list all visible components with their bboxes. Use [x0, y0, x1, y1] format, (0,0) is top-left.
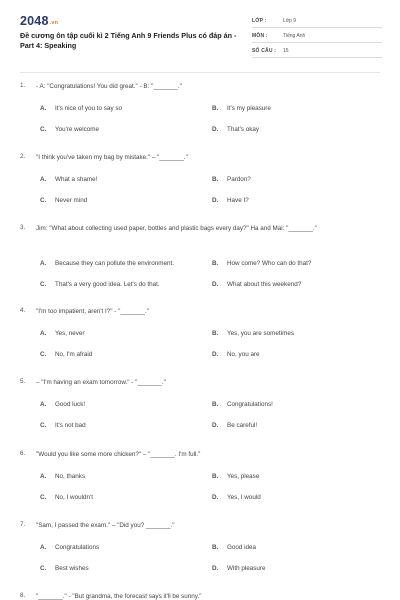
meta-subject-label: MÔN :	[252, 33, 268, 39]
option-text: Best wishes	[55, 565, 89, 572]
option-letter: C.	[40, 281, 47, 288]
option-letter: A.	[40, 105, 47, 112]
option-letter: A.	[40, 544, 47, 551]
option-d[interactable]	[212, 351, 260, 358]
option-b[interactable]	[212, 105, 271, 112]
option-text: No, I wouldn't	[55, 494, 93, 501]
question-text: – "I'm having an exam tomorrow." - "_______."	[36, 379, 166, 386]
option-b[interactable]	[212, 330, 294, 337]
site-logo[interactable]	[20, 14, 58, 28]
option-a[interactable]	[40, 473, 85, 480]
meta-subject-value: Tiếng Anh	[283, 33, 306, 39]
option-letter: D.	[212, 281, 219, 288]
question-7	[20, 521, 380, 581]
option-text: No, you are	[227, 351, 260, 358]
option-text: With pleasure	[227, 565, 266, 572]
question-1	[20, 82, 380, 142]
option-letter: D.	[212, 126, 219, 133]
option-letter: A.	[40, 330, 47, 337]
option-c[interactable]	[40, 126, 99, 133]
option-letter: D.	[212, 422, 219, 429]
option-text: Be careful!	[227, 422, 258, 429]
option-a[interactable]	[40, 176, 97, 183]
question-text: Jim: "What about collecting used paper, bottles and plastic bags every day?" Ha and Mai: "_______."	[36, 225, 317, 232]
option-letter: B.	[212, 401, 219, 408]
option-c[interactable]	[40, 351, 92, 358]
option-letter: D.	[212, 351, 219, 358]
document-title: Đề cương ôn tập cuối kì 2 Tiếng Anh 9 Friends Plus có đáp án - Part 4: Speaking	[20, 31, 237, 50]
meta-class	[252, 15, 382, 28]
meta-class-label: LỚP :	[252, 18, 267, 24]
meta-class-value: Lớp 9	[283, 18, 297, 24]
page-header	[0, 0, 400, 72]
option-letter: A.	[40, 260, 47, 267]
option-text: Yes, please	[227, 473, 260, 480]
question-6	[20, 450, 380, 510]
option-text: That's okay	[227, 126, 260, 133]
meta-count-value: 15	[283, 48, 289, 54]
option-c[interactable]	[40, 422, 86, 429]
option-letter: B.	[212, 176, 219, 183]
option-a[interactable]	[40, 105, 122, 112]
option-text: Yes, you are sometimes	[227, 330, 294, 337]
meta-count	[252, 45, 382, 58]
header-divider	[20, 72, 380, 73]
question-number: 1.	[20, 82, 26, 89]
option-letter: C.	[40, 565, 47, 572]
option-text: Congratulations!	[227, 401, 273, 408]
option-text: It's not bad	[55, 422, 86, 429]
option-b[interactable]	[212, 260, 311, 267]
option-letter: C.	[40, 351, 47, 358]
option-letter: D.	[212, 565, 219, 572]
option-b[interactable]	[212, 176, 251, 183]
meta-subject	[252, 30, 382, 43]
option-c[interactable]	[40, 565, 89, 572]
question-text: "I think you've taken my bag by mistake." – "_______."	[36, 154, 188, 161]
option-letter: B.	[212, 473, 219, 480]
option-text: Yes, I would	[227, 494, 261, 501]
option-a[interactable]	[40, 544, 99, 551]
option-text: You're welcome	[55, 126, 100, 133]
option-text: Never mind	[55, 197, 88, 204]
option-letter: A.	[40, 473, 47, 480]
question-2	[20, 153, 380, 213]
option-letter: C.	[40, 126, 47, 133]
option-letter: C.	[40, 197, 47, 204]
option-b[interactable]	[212, 473, 259, 480]
question-3	[20, 224, 380, 296]
option-letter: D.	[212, 494, 219, 501]
option-d[interactable]	[212, 281, 301, 288]
option-text: What a shame!	[55, 176, 98, 183]
option-letter: C.	[40, 422, 47, 429]
question-number: 4.	[20, 307, 26, 314]
option-c[interactable]	[40, 281, 160, 288]
logo-suffix: .vn	[49, 20, 59, 26]
option-text: It's my pleasure	[227, 105, 271, 112]
option-a[interactable]	[40, 330, 85, 337]
option-text: No, thanks	[55, 473, 86, 480]
option-text: Yes, never	[55, 330, 85, 337]
option-letter: B.	[212, 260, 219, 267]
option-a[interactable]	[40, 401, 85, 408]
option-letter: B.	[212, 330, 219, 337]
question-number: 3.	[20, 224, 26, 231]
option-d[interactable]	[212, 126, 259, 133]
question-number: 2.	[20, 153, 26, 160]
option-text: It's nice of you to say so	[55, 105, 123, 112]
question-8	[20, 592, 380, 600]
question-text: "_______." - "But grandma, the forecast says it'll be sunny."	[36, 593, 202, 600]
option-d[interactable]	[212, 565, 266, 572]
question-number: 7.	[20, 521, 26, 528]
option-text: How come? Who can do that?	[227, 260, 312, 267]
option-text: Good luck!	[55, 401, 86, 408]
option-letter: B.	[212, 544, 219, 551]
option-letter: C.	[40, 494, 47, 501]
option-c[interactable]	[40, 494, 93, 501]
question-5	[20, 378, 380, 438]
option-text: Because they can pollute the environment.	[55, 260, 175, 267]
question-number: 6.	[20, 450, 26, 457]
option-text: What about this weekend?	[227, 281, 302, 288]
option-text: Congratulations	[55, 544, 100, 551]
option-d[interactable]	[212, 197, 249, 204]
question-number: 8.	[20, 592, 26, 599]
option-letter: A.	[40, 401, 47, 408]
option-letter: D.	[212, 197, 219, 204]
option-b[interactable]	[212, 401, 273, 408]
question-text: "Would you like some more chicken?" – "_______. I'm full."	[36, 451, 201, 458]
logo-text: 2048	[20, 14, 49, 28]
option-a[interactable]	[40, 260, 174, 267]
question-text: "Sam, I passed the exam." – "Did you? _______."	[36, 522, 175, 529]
question-4	[20, 307, 380, 367]
option-letter: B.	[212, 105, 219, 112]
question-text: "I'm too impatient, aren't I?" - "_______."	[36, 308, 149, 315]
option-text: Pardon?	[227, 176, 251, 183]
question-number: 5.	[20, 378, 26, 385]
option-d[interactable]	[212, 422, 257, 429]
option-text: Good idea	[227, 544, 257, 551]
option-text: No, I'm afraid	[55, 351, 93, 358]
option-text: That's a very good idea. Let's do that.	[55, 281, 160, 288]
option-text: Have I?	[227, 197, 249, 204]
option-d[interactable]	[212, 494, 261, 501]
option-letter: A.	[40, 176, 47, 183]
option-c[interactable]	[40, 197, 87, 204]
option-b[interactable]	[212, 544, 256, 551]
meta-count-label: SỐ CÂU :	[252, 48, 277, 54]
question-text: - A: "Congratulations! You did great." - B: "_______."	[36, 83, 182, 90]
